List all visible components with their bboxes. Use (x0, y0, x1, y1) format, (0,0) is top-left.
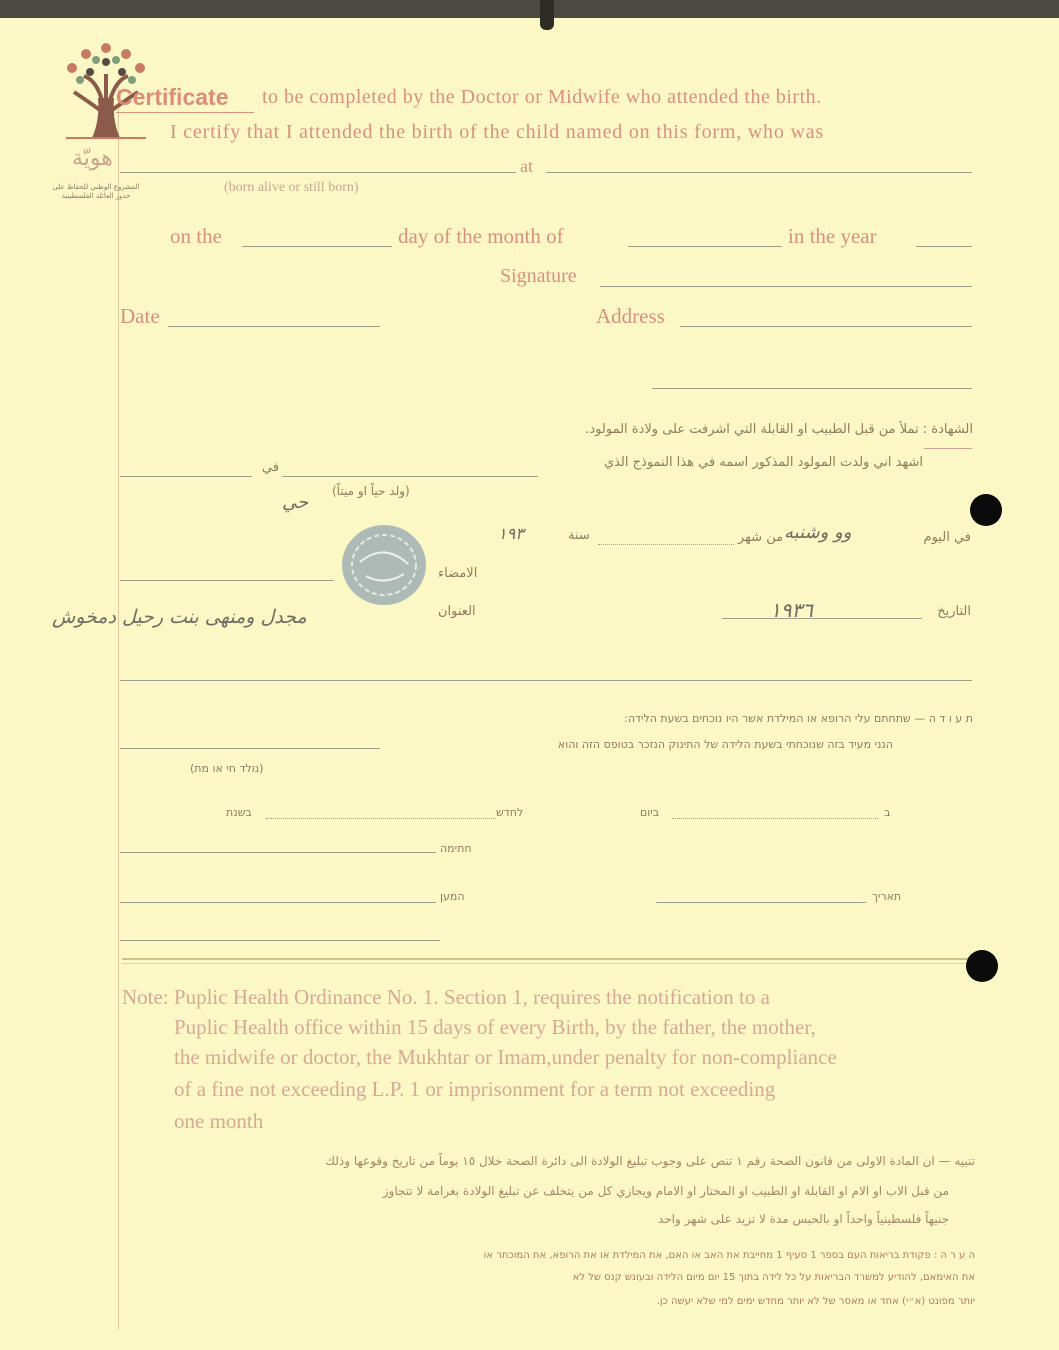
logo-tagline-line1: المشروع الوطني للحفاظ على (52, 183, 140, 191)
section-divider-thin (122, 963, 974, 964)
certify-line: I certify that I attended the birth of the child named on this form, who was (170, 121, 824, 143)
hebrew-birth-line (120, 748, 380, 749)
certificate-heading-rest: to be completed by the Doctor or Midwife who attended the birth. (262, 86, 822, 108)
arabic-date-label: التاريخ (937, 604, 971, 619)
arabic-day-value: وو وشنبه (784, 522, 852, 543)
scan-top-edge (0, 0, 1059, 18)
arabic-address-value: مجدل ومنهى بنت رحيل دمخوش (52, 606, 307, 628)
hebrew-signature-line (120, 852, 436, 853)
hebrew-address-label: המען (440, 890, 465, 903)
hebrew-title: ת ע ו ד ה — שתחתם עלי הרופא או המילדת אשר היו נוכחים בשעת הלידה: (624, 712, 973, 725)
arabic-month-label: من شهر (738, 530, 784, 545)
arabic-title: الشهادة : تملأ من قبل الطبيب او القابلة التي اشرفت على ولادة المولود. (585, 422, 973, 437)
hebrew-year-label: בשנת (226, 806, 252, 819)
punch-hole-top (970, 494, 1002, 526)
hebrew-signature-label: חתימה (440, 842, 472, 855)
arabic-fi-label: في (262, 460, 280, 475)
hebrew-b-label: ב (884, 806, 891, 819)
signature-line (600, 286, 972, 287)
arabic-year-value: ١٩٣ (498, 524, 524, 543)
section-divider (122, 958, 974, 960)
arabic-note-line-3: جنيهاً فلسطينياً واحداً او بالحبس مدة لا تزيد على شهر واحد (657, 1212, 949, 1226)
left-margin-rule (118, 80, 119, 1330)
arabic-alive-value: حي (282, 492, 309, 513)
born-status-line (120, 172, 516, 173)
note-line-2: Puplic Health office within 15 days of every Birth, by the father, the mother, (174, 1015, 816, 1039)
arabic-date-line (722, 618, 922, 619)
arabic-signature-line (120, 580, 334, 581)
on-the-label: on the (170, 224, 222, 248)
note-line-1: Note: Puplic Health Ordinance No. 1. Section 1, requires the notification to a (122, 985, 770, 1009)
hebrew-note-line-2: את האימאם, להודיע למשרד הבריאות על כל לידה בתוך 15 יום מיום הלידה ובעונש קנס של לא (572, 1272, 975, 1283)
arabic-title-underline (924, 448, 972, 449)
at-label: at (520, 156, 533, 176)
note-line-3: the midwife or doctor, the Mukhtar or Imam,under penalty for non-compliance (174, 1045, 837, 1069)
arabic-place-line (282, 476, 538, 477)
hebrew-date-line (656, 902, 866, 903)
arabic-year-label: سنة (568, 528, 590, 543)
logo-tagline-line2: جذور العائلة الفلسطينية (61, 192, 131, 200)
hebrew-alive-hint: (נולד חי או מת) (190, 762, 264, 775)
note-line-4: of a fine not exceeding L.P. 1 or imprisonment for a term not exceeding (174, 1077, 776, 1101)
arabic-bottom-line (120, 680, 972, 681)
address-line (680, 326, 972, 327)
arabic-signature-label: الامضاء (438, 566, 478, 581)
day-of-month-label: day of the month of (398, 224, 564, 248)
hebrew-day-line (672, 818, 878, 819)
hebrew-date-label: תאריך (872, 890, 902, 903)
certificate-heading: Certificate (116, 84, 229, 110)
heading-underline (116, 112, 254, 113)
hebrew-address-line (120, 902, 436, 903)
hebrew-bottom-line (120, 940, 440, 941)
official-seal-stamp (338, 522, 430, 608)
hebrew-note-line-1: ה ע ר ה : פקודת בריאות העם בספר 1 סעיף 1 מחייבת את האב או האם, את המילדת או את הרופא, את המוכתר או (483, 1250, 975, 1261)
hebrew-note-line-3: יותר מפונט (א״י) אחד או מאסר של לא יותר מחדש ימים למי שלא יעשה כן. (656, 1296, 975, 1307)
arabic-day-label: في اليوم (923, 530, 971, 545)
address-line-2 (652, 388, 972, 389)
day-line (242, 246, 392, 247)
arabic-date-value: ١٩٣٦ (770, 598, 813, 622)
arabic-line-left (120, 476, 252, 477)
hebrew-month-label: לחדש (496, 806, 524, 819)
note-line-5: one month (174, 1109, 264, 1133)
month-line (628, 246, 782, 247)
scan-clip-mark (540, 0, 554, 30)
arabic-certify-line: اشهد اني ولدت المولود المذكور اسمه في هذا النموذج الذي (603, 455, 923, 470)
arabic-note-line-1: تنبيه — ان المادة الاولى من قانون الصحة رقم ١ تنص على وجوب تبليغ الولادة الى دائرة الصحة خلال ١٥ يوماً من تاريخ وقوعها وذلك (325, 1154, 975, 1168)
date-line (168, 326, 380, 327)
born-hint: (born alive or still born) (224, 180, 359, 195)
logo-name: هويّة (72, 146, 113, 171)
arabic-alive-hint: (ولد حياً او ميتاً) (332, 484, 410, 498)
arabic-address-label: العنوان (438, 604, 476, 619)
punch-hole-bottom (966, 950, 998, 982)
signature-label: Signature (500, 265, 577, 287)
date-label: Date (120, 304, 160, 328)
logo-tagline (40, 183, 152, 201)
arabic-note-line-2: من قبل الاب او الام او القابلة او الطبيب او المختار او الامام ويجازي كل من يتخلف عن تبليغ الولادة بغرامة لا تتجاوز (382, 1184, 949, 1198)
place-line (546, 172, 972, 173)
address-label: Address (596, 304, 665, 328)
hebrew-year-line (266, 818, 496, 819)
year-line (916, 246, 972, 247)
arabic-month-line (598, 544, 734, 545)
hebrew-day-label: ביום (640, 806, 660, 819)
hebrew-certify-line: הנני מעיד בזה שנוכחתי בשעת הלידה של התינוק הנזכר בטופס הזה והוא (557, 738, 893, 751)
in-the-year-label: in the year (788, 224, 877, 248)
